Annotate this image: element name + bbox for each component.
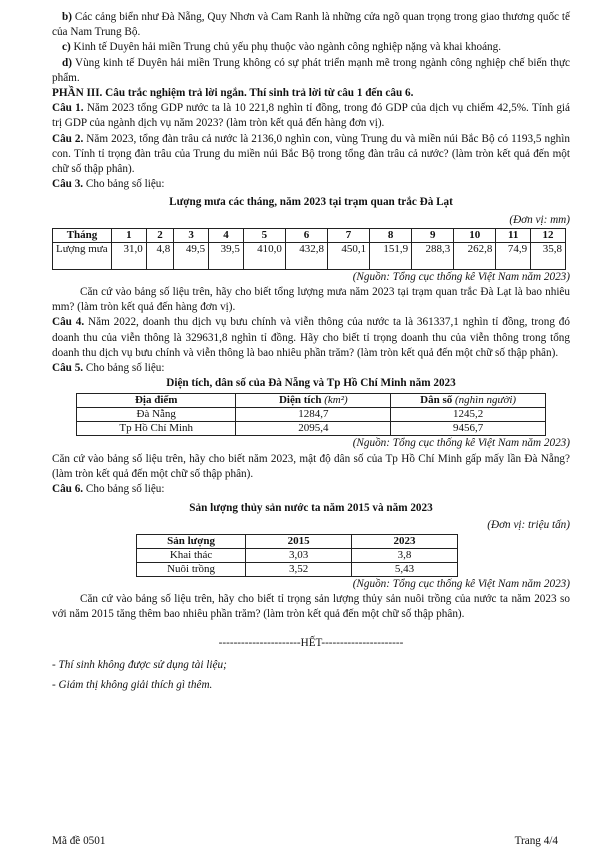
population-table-title: Diện tích, dân số của Đà Nẵng và Tp Hồ Chí Minh năm 2023 bbox=[166, 377, 456, 390]
question-4: Câu 4. Năm 2022, doanh thu dịch vụ bưu chính và viễn thông của nước ta là 361337,1 nghìn tỉ đồng, trong đó doanh thu của viễn thông là 329631,8 nghìn tỉ đồng. Hãy cho biết tỉ trọng doanh thu của viễn thông trong tổng doanh thu dịch vụ bưu chính và viễn thông là bao nhiêu phần trăm? (làm tròn kết quả đến một chữ số thập phân). bbox=[52, 316, 570, 359]
month-header: 1 bbox=[112, 228, 147, 242]
table-row bbox=[77, 422, 546, 436]
table-row bbox=[137, 562, 458, 576]
rainfall-table-title: Lượng mưa các tháng, năm 2023 tại trạm quan trắc Đà Lạt bbox=[169, 196, 453, 209]
rainfall-value: 31,0 bbox=[112, 242, 147, 269]
rainfall-source: (Nguồn: Tổng cục thống kê Việt Nam năm 2023) bbox=[352, 270, 570, 283]
month-header: 8 bbox=[370, 228, 412, 242]
month-header: 10 bbox=[454, 228, 496, 242]
statement-c: c) Kinh tế Duyên hải miền Trung chủ yếu phụ thuộc vào ngành công nghiệp nặng và khai khoáng. bbox=[62, 41, 502, 54]
population-source: (Nguồn: Tổng cục thống kê Việt Nam năm 2023) bbox=[352, 437, 570, 450]
exam-code: Mã đề 0501 bbox=[52, 835, 106, 847]
fishery-header: Sản lượng bbox=[137, 534, 246, 548]
rainfall-value: 262,8 bbox=[454, 242, 496, 269]
month-header: 3 bbox=[174, 228, 209, 242]
question-1: Câu 1. Năm 2023 tổng GDP nước ta là 10 221,8 nghìn tỉ đồng, trong đó GDP của dịch vụ chiếm 42,5%. Tính giá trị GDP của ngành dịch vụ năm 2023? (làm tròn kết quả đến hàng đơn vị). bbox=[52, 102, 570, 130]
rainfall-value: 4,8 bbox=[146, 242, 174, 269]
fishery-table-title: Sản lượng thủy sản nước ta năm 2015 và năm 2023 bbox=[189, 502, 433, 515]
rainfall-value: 39,5 bbox=[209, 242, 244, 269]
fishery-cell: 3,8 bbox=[352, 548, 458, 562]
fishery-source: (Nguồn: Tổng cục thống kê Việt Nam năm 2023) bbox=[352, 577, 570, 590]
month-header: 4 bbox=[209, 228, 244, 242]
rainfall-table bbox=[52, 228, 566, 270]
rainfall-unit: (Đơn vị: mm) bbox=[509, 213, 570, 226]
exam-page bbox=[52, 10, 570, 693]
population-cell: 9456,7 bbox=[391, 422, 546, 436]
month-header: 12 bbox=[531, 228, 566, 242]
rainfall-row-label: Lượng mưa bbox=[53, 242, 112, 269]
fishery-unit: (Đơn vị: triệu tấn) bbox=[487, 519, 570, 532]
exam-note: - Giám thị không giải thích gì thêm. bbox=[52, 678, 213, 691]
question-5: Câu 5. Cho bảng số liệu: bbox=[52, 362, 165, 375]
population-header: Dân số (nghìn người) bbox=[391, 394, 546, 408]
question-6: Câu 6. Cho bảng số liệu: bbox=[52, 483, 165, 496]
page-number: Trang 4/4 bbox=[514, 835, 558, 847]
rainfall-header-label: Tháng bbox=[53, 228, 112, 242]
area-header: Diện tích (km²) bbox=[236, 394, 391, 408]
rainfall-value: 35,8 bbox=[531, 242, 566, 269]
area-cell: 1284,7 bbox=[236, 408, 391, 422]
rainfall-value: 288,3 bbox=[412, 242, 454, 269]
question-3: Câu 3. Cho bảng số liệu: bbox=[52, 178, 165, 191]
fishery-header: 2015 bbox=[246, 534, 352, 548]
population-table bbox=[76, 393, 546, 436]
rainfall-value: 432,8 bbox=[285, 242, 327, 269]
table-row bbox=[137, 548, 458, 562]
question-5-prompt: Căn cứ vào bảng số liệu trên, hãy cho biết năm 2023, mật độ dân số của Tp Hồ Chí Minh gấp mấy lần Đà Nẵng? (làm tròn kết quả đến một chữ số thập phân). bbox=[52, 452, 570, 480]
fishery-cell: 5,43 bbox=[352, 562, 458, 576]
month-header: 9 bbox=[412, 228, 454, 242]
fishery-header: 2023 bbox=[352, 534, 458, 548]
question-6-prompt: Căn cứ vào bảng số liệu trên, hãy cho biết tỉ trọng sản lượng thủy sản nuôi trồng của nước ta năm 2023 so với năm 2015 tăng thêm bao nhiêu phần trăm? (làm tròn kết quả đến một chữ số thập phân). bbox=[52, 592, 570, 621]
place-cell: Tp Hồ Chí Minh bbox=[77, 422, 236, 436]
fishery-table bbox=[136, 534, 458, 577]
place-cell: Đà Nẵng bbox=[77, 408, 236, 422]
fishery-cell: 3,03 bbox=[246, 548, 352, 562]
place-header: Địa điểm bbox=[77, 394, 236, 408]
part3-heading: PHẦN III. Câu trắc nghiệm trả lời ngắn. Thí sinh trả lời từ câu 1 đến câu 6. bbox=[52, 87, 414, 100]
month-header: 6 bbox=[285, 228, 327, 242]
rainfall-header-row bbox=[53, 228, 566, 242]
table-row bbox=[77, 408, 546, 422]
population-header-row bbox=[77, 394, 546, 408]
question-3-prompt: Căn cứ vào bảng số liệu trên, hãy cho biết tổng lượng mưa năm 2023 tại trạm quan trắc Đà Lạt là bao nhiêu mm? (làm tròn kết quả đến hàng đơn vị). bbox=[52, 286, 570, 314]
rainfall-value: 450,1 bbox=[328, 242, 370, 269]
statement-d: d) Vùng kinh tế Duyên hải miền Trung không có sự phát triển mạnh mẽ trong ngành công nghiệp chế biến thực phẩm. bbox=[52, 56, 570, 84]
month-header: 2 bbox=[146, 228, 174, 242]
rainfall-value: 49,5 bbox=[174, 242, 209, 269]
month-header: 7 bbox=[328, 228, 370, 242]
rainfall-value-row bbox=[53, 242, 566, 269]
rainfall-value: 151,9 bbox=[370, 242, 412, 269]
fishery-cell: Nuôi trồng bbox=[137, 562, 246, 576]
end-marker: ----------------------HẾT---------------------- bbox=[218, 637, 404, 650]
month-header: 11 bbox=[496, 228, 531, 242]
fishery-cell: Khai thác bbox=[137, 548, 246, 562]
fishery-cell: 3,52 bbox=[246, 562, 352, 576]
fishery-header-row bbox=[137, 534, 458, 548]
statement-b: b) Các cảng biển như Đà Nẵng, Quy Nhơn và Cam Ranh là những cửa ngõ quan trọng trong giao thương quốc tế của Nam Trung Bộ. bbox=[52, 11, 570, 39]
rainfall-value: 74,9 bbox=[496, 242, 531, 269]
question-2: Câu 2. Năm 2023, tổng đàn trâu cả nước là 2136,0 nghìn con, vùng Trung du và miền núi Bắc Bộ có 1193,5 nghìn con. Tính tỉ trọng đàn trâu của Trung du miền núi Bắc Bộ trong tổng đàn trâu cả nước? (làm tròn kết quả đến một chữ số thập phân). bbox=[52, 132, 570, 176]
month-header: 5 bbox=[243, 228, 285, 242]
rainfall-value: 410,0 bbox=[243, 242, 285, 269]
exam-note: - Thí sinh không được sử dụng tài liệu; bbox=[52, 658, 227, 671]
area-cell: 2095,4 bbox=[236, 422, 391, 436]
population-cell: 1245,2 bbox=[391, 408, 546, 422]
